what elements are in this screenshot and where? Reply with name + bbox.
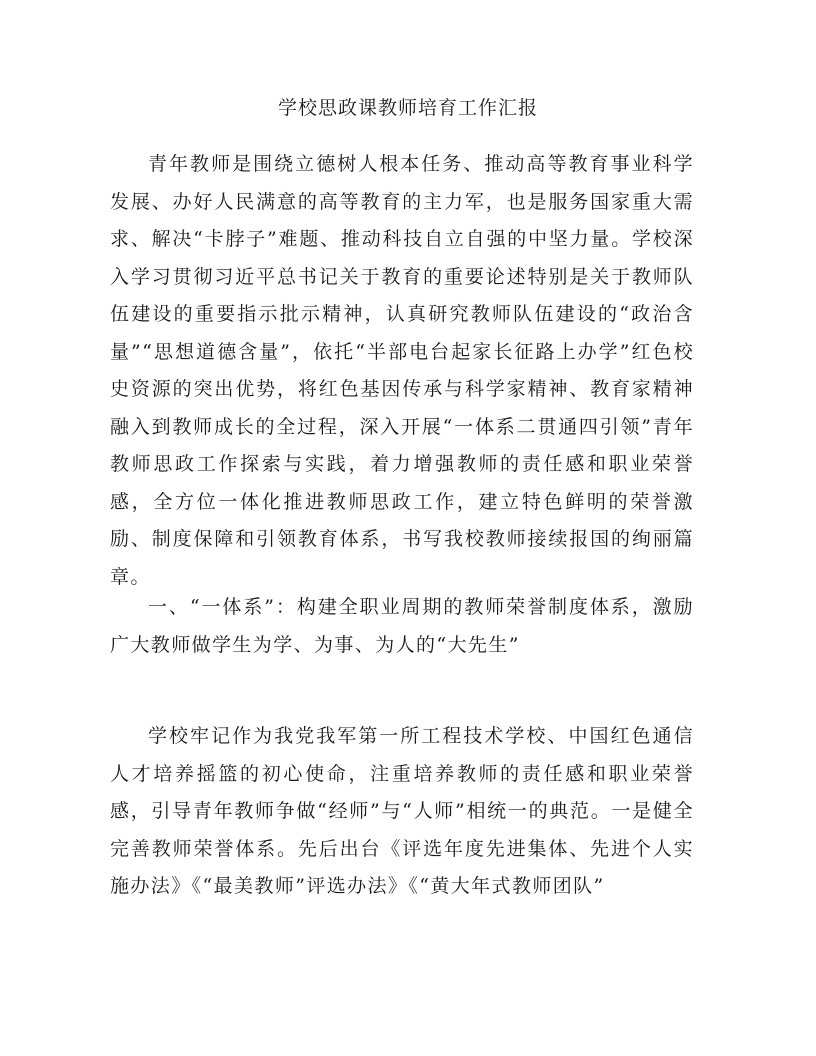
paragraph-intro bbox=[110, 146, 694, 596]
paragraph-section-1 bbox=[110, 718, 694, 906]
paragraph-text: 青年教师是围绕立德树人根本任务、推动高等教育事业科学发展、办好人民满意的高等教育的主力军，也是服务国家重大需求、解决“卡脖子”难题、推动科技自立自强的中坚力量。学校深入学习贯彻习近平总书记关于教育的重要论述特别是关于教师队伍建设的重要指示批示精神，认真研究教师队伍建设的“政治含量”“思想道德含量”，依托“半部电台起家长征路上办学”红色校史资源的突出优势，将红色基因传承与科学家精神、教育家精神融入到教师成长的全过程，深入开展“一体系二贯通四引领”青年教师思政工作探索与实践，着力增强教师的责任感和职业荣誉感，全方位一体化推进教师思政工作，建立特色鲜明的荣誉激励、制度保障和引领教育体系，书写我校教师接续报国的绚丽篇章。 bbox=[110, 153, 694, 588]
section-heading-text: 一、“一体系”：构建全职业周期的教师荣誉制度体系，激励广大教师做学生为学、为事、为人的“大先生” bbox=[110, 596, 694, 656]
document-title: 学校思政课教师培育工作汇报 bbox=[277, 97, 538, 119]
section-heading-1 bbox=[110, 589, 694, 664]
paragraph-text: 学校牢记作为我党我军第一所工程技术学校、中国红色通信人才培养摇篮的初心使命，注重培养教师的责任感和职业荣誉感，引导青年教师争做“经师”与“人师”相统一的典范。一是健全完善教师荣誉体系。先后出台《评选年度先进集体、先进个人实施办法》《“最美教师”评选办法》《“黄大年式教师团队” bbox=[110, 725, 694, 897]
